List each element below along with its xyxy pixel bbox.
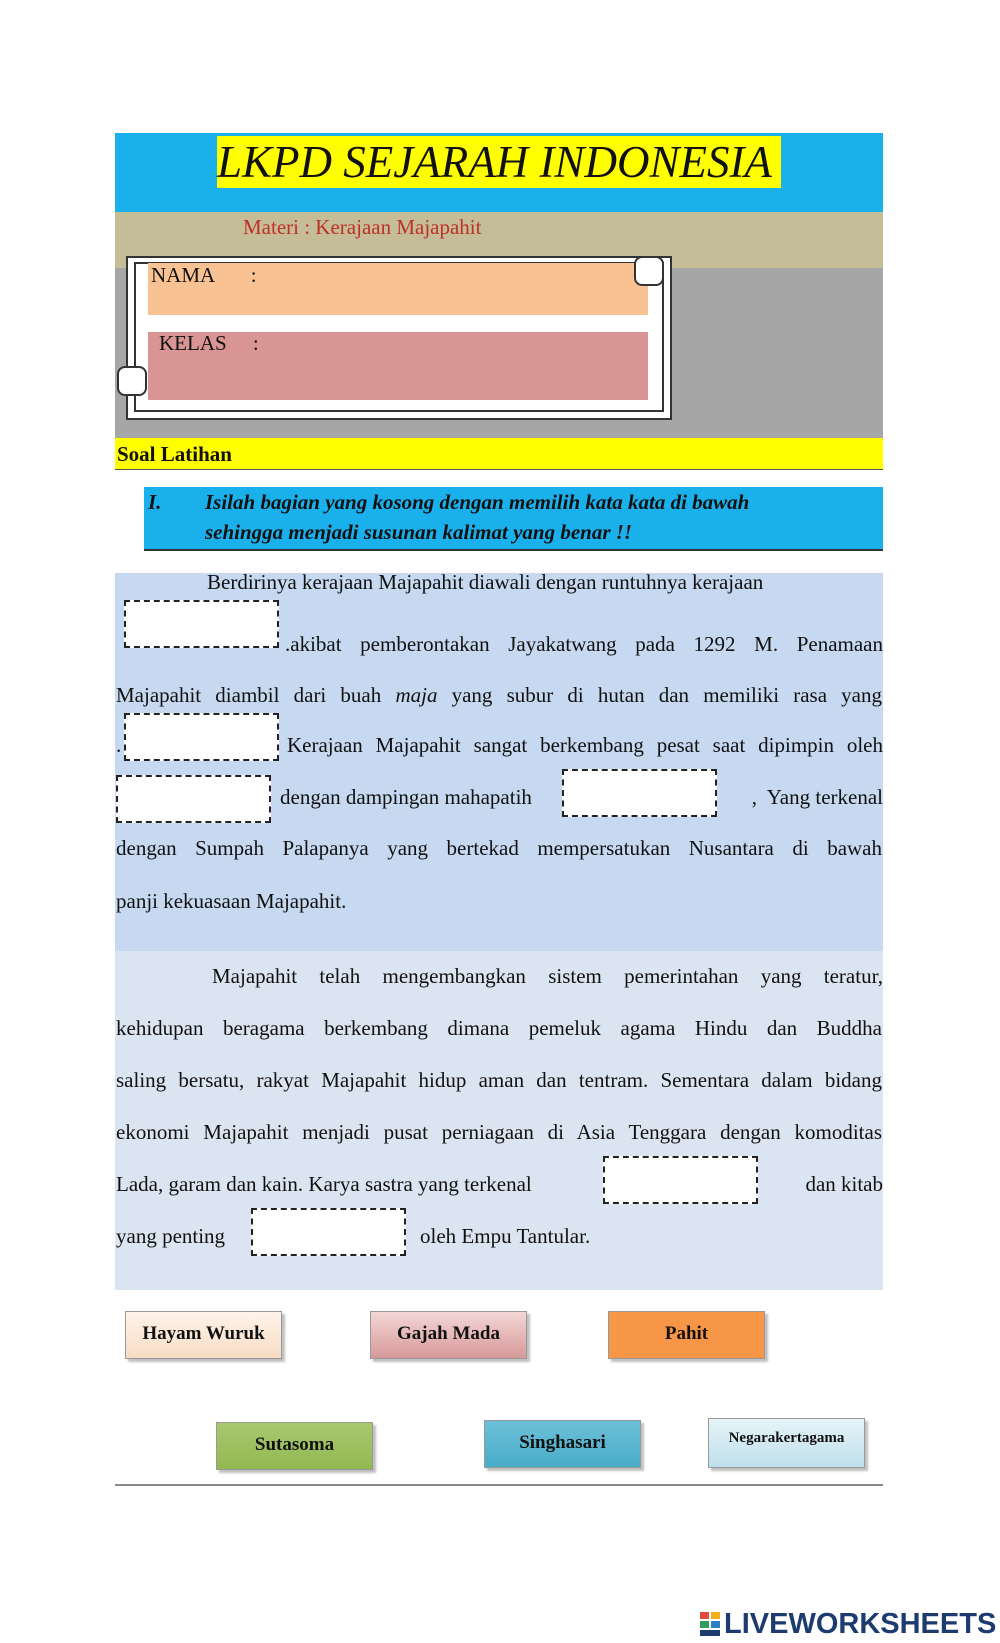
p1-line-3 xyxy=(116,681,882,709)
p1-line-2: .akibat pemberontakan Jayakatwang pada 1292 M. Penamaan xyxy=(285,632,883,656)
p1-line-3-a: Majapahit diambil dari buah xyxy=(116,683,382,707)
resize-handle-bottom-left xyxy=(117,366,147,396)
answer-blank-1[interactable] xyxy=(124,600,279,648)
word-choice-pahit[interactable]: Pahit xyxy=(608,1311,765,1359)
answer-blank-3[interactable] xyxy=(116,775,271,823)
word-choice-gajah-mada[interactable]: Gajah Mada xyxy=(370,1311,527,1359)
materi-label: Materi : Kerajaan Majapahit xyxy=(243,215,482,239)
page-title: LKPD SEJARAH INDONESIA xyxy=(217,136,781,188)
instruction-line-2: sehingga menjadi susunan kalimat yang benar !! xyxy=(205,520,633,544)
p1-line-4: Kerajaan Majapahit sangat berkembang pesat saat dipimpin oleh xyxy=(287,733,883,757)
bottom-divider xyxy=(115,1484,883,1486)
p1-line-5-b: , Yang terkenal xyxy=(751,785,883,809)
word-choice-negarakertagama[interactable]: Negarakertagama xyxy=(708,1418,865,1468)
p2-line-4: ekonomi Majapahit menjadi pusat perniagaan di Asia Tenggara dengan komoditas xyxy=(116,1120,882,1144)
word-choice-singhasari[interactable]: Singhasari xyxy=(484,1420,641,1468)
p1-line-4-dot: . xyxy=(116,733,122,757)
p2-line-3: saling bersatu, rakyat Majapahit hidup aman dan tentram. Sementara dalam bidang xyxy=(116,1068,882,1092)
liveworksheets-brand: LIVEWORKSHEETS xyxy=(724,1608,997,1640)
p2-line-5-a: Lada, garam dan kain. Karya sastra yang terkenal xyxy=(116,1172,532,1196)
p2-line-6-a: yang penting xyxy=(116,1224,226,1248)
kelas-label: KELAS : xyxy=(159,331,259,355)
instruction-line-1: Isilah bagian yang kosong dengan memilih kata kata di bawah xyxy=(205,490,750,514)
instruction-number: I. xyxy=(148,490,162,514)
answer-blank-4[interactable] xyxy=(562,769,717,817)
resize-handle-top-right xyxy=(634,256,664,286)
answer-blank-5[interactable] xyxy=(603,1156,758,1204)
p1-line-1: Berdirinya kerajaan Majapahit diawali dengan runtuhnya kerajaan xyxy=(207,570,764,594)
answer-blank-2[interactable] xyxy=(124,713,279,761)
p1-line-6: dengan Sumpah Palapanya yang bertekad mempersatukan Nusantara di bawah xyxy=(116,836,882,860)
p2-line-1: Majapahit telah mengembangkan sistem pemerintahan yang teratur, xyxy=(212,964,883,988)
answer-blank-6[interactable] xyxy=(251,1208,406,1256)
p1-line-3-c: yang subur di hutan dan memiliki rasa yang xyxy=(451,683,883,707)
word-choice-sutasoma[interactable]: Sutasoma xyxy=(216,1422,373,1470)
p1-line-3-italic: maja xyxy=(395,683,438,707)
soal-label: Soal Latihan xyxy=(117,442,232,466)
p2-line-6-b: oleh Empu Tantular. xyxy=(420,1224,591,1248)
instruction-text xyxy=(205,487,825,547)
p2-line-2: kehidupan beragama berkembang dimana pemeluk agama Hindu dan Buddha xyxy=(116,1016,882,1040)
nama-label: NAMA : xyxy=(151,263,257,287)
liveworksheets-logo-icon xyxy=(700,1612,720,1636)
word-choice-hayam-wuruk[interactable]: Hayam Wuruk xyxy=(125,1311,282,1359)
p2-line-5-b: dan kitab xyxy=(805,1172,883,1196)
p1-line-5-a: dengan dampingan mahapatih xyxy=(280,785,532,809)
p1-line-7: panji kekuasaan Majapahit. xyxy=(116,889,347,913)
